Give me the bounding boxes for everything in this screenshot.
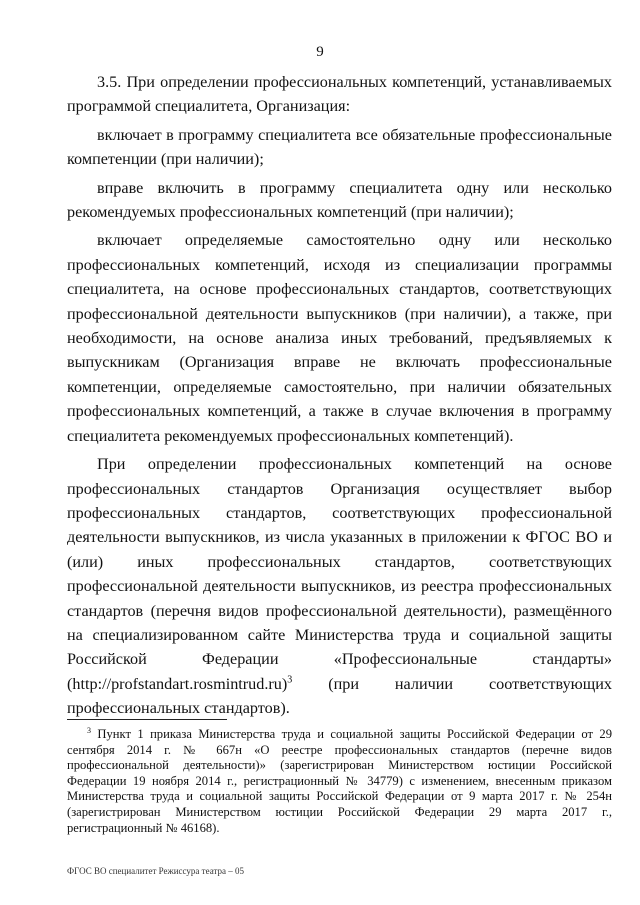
paragraph-professional-standards-text: При определении профессиональных компетенций на основе профессиональных стандартов Организация осуществляет выбор профессиональных стандартов, соответствующих профессиональной деятельности выпускников, из числа указанных в приложении к ФГОС ВО и (или) иных профессиональных стандартов, соответствующих профессиональной деятельности выпускников, из реестра профессиональных стандартов (перечня видов профессиональной деятельности), размещённого на специализированном сайте Министерства труда и социальной защиты Российской Федерации «Профессиональные стандарты» (http://profstandart.rosmintrud.ru) bbox=[67, 455, 612, 693]
paragraph-self-defined-competencies: включает определяемые самостоятельно одну или несколько профессиональных компетенций, исходя из специализации программы специалитета, на основе профессиональных стандартов, соответствующих профессиональной деятельности выпускников (при наличии), а также, при необходимости, на основе анализа иных требований, предъявляемых к выпускникам (Организация вправе не включать профессиональные компетенции, определяемые самостоятельно, при наличии обязательных профессиональных компетенций, а также в случае включения в программу специалитета рекомендуемых профессиональных компетенций). bbox=[67, 231, 612, 445]
page-number: 9 bbox=[316, 44, 324, 60]
footnote-divider bbox=[67, 719, 227, 720]
footnote bbox=[67, 727, 612, 836]
body-text bbox=[67, 70, 612, 725]
paragraph-professional-standards bbox=[67, 452, 612, 720]
footnote-text: Пункт 1 приказа Министерства труда и социальной защиты Российской Федерации от 29 сентября 2014 г. № 667н «О реестре профессиональных стандартов (перечне видов профессиональной деятельности)» (зарегистрирован Министерством юстиции Российской Федерации 19 ноября 2014 г., регистрационный № 34779) с изменением, внесенным приказом Министерства труда и социальной защиты Российской Федерации от 9 марта 2017 г. № 254н (зарегистрирован Министерством юстиции Российской Федерации 29 марта 2017 г., регистрационный № 46168). bbox=[67, 727, 612, 835]
footnote-marker: 3 bbox=[87, 725, 91, 735]
paragraph-professional-standards-tail: (при наличии соответствующих профессиональных стандартов). bbox=[67, 674, 612, 718]
paragraph-mandatory-competencies: включает в программу специалитета все обязательные профессиональные компетенции (при наличии); bbox=[67, 125, 612, 169]
page-footer: ФГОС ВО специалитет Режиссура театра – 05 bbox=[67, 866, 245, 876]
footnote-reference: 3 bbox=[287, 674, 293, 686]
paragraph-recommended-competencies: вправе включить в программу специалитета одну или несколько рекомендуемых профессиональных компетенций (при наличии); bbox=[67, 178, 612, 222]
paragraph-3-5-intro: 3.5. При определении профессиональных компетенций, устанавливаемых программой специалитета, Организация: bbox=[67, 73, 612, 116]
